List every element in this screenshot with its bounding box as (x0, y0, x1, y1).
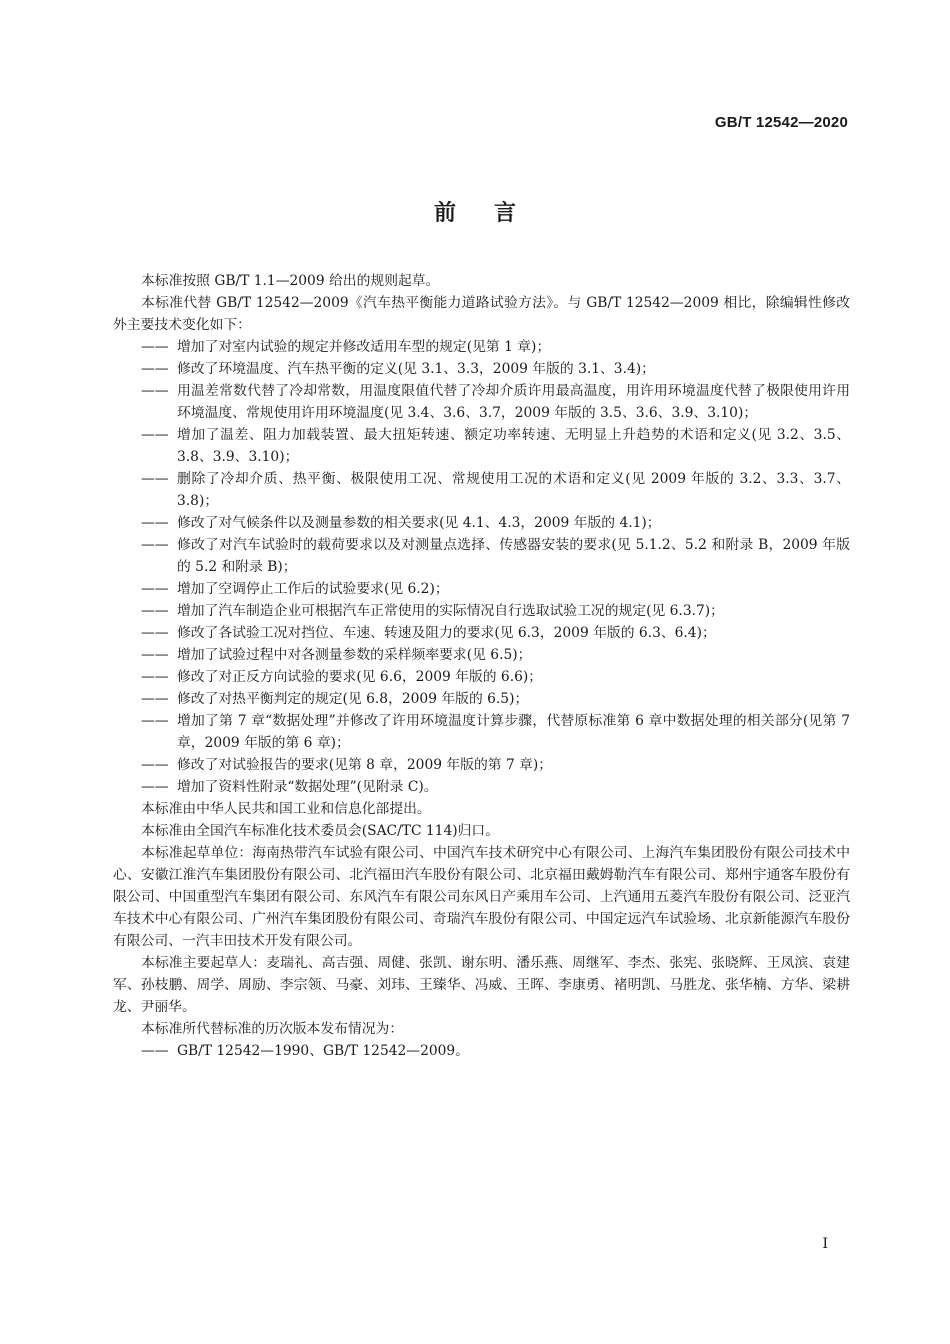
list-item (113, 358, 850, 380)
paragraph-drafting-rules: 本标准按照 GB/T 1.1—2009 给出的规则起草。 (141, 273, 440, 289)
dash-mark: —— (141, 515, 169, 531)
paragraph-history-intro: 本标准所代替标准的历次版本发布情况为： (141, 1021, 404, 1037)
paragraph-replacement: 本标准代替 GB/T 12542—2009《汽车热平衡能力道路试验方法》。与 GB/T 12542—2009 相比，除编辑性修改外主要技术变化如下： (113, 295, 850, 333)
list-item (113, 578, 850, 600)
dash-mark: —— (141, 339, 169, 355)
history-item (113, 1040, 850, 1062)
dash-mark: —— (141, 537, 169, 553)
dash-mark: —— (141, 625, 169, 641)
list-item-text: 增加了温差、阻力加载装置、最大扭矩转速、额定功率转速、无明显上升趋势的术语和定义(见 3.2、3.5、3.8、3.9、3.10)； (177, 427, 850, 465)
list-item-text: 增加了资料性附录“数据处理”(见附录 C)。 (177, 779, 438, 795)
dash-mark: —— (141, 757, 169, 773)
list-item-text: 修改了对汽车试验时的载荷要求以及对测量点选择、传感器安装的要求(见 5.1.2、5.2 和附录 B，2009 年版的 5.2 和附录 B)； (177, 537, 850, 575)
dash-mark: —— (141, 427, 169, 443)
list-item-text: 增加了空调停止工作后的试验要求(见 6.2)； (177, 581, 449, 597)
list-item-text: 删除了冷却介质、热平衡、极限使用工况、常规使用工况的术语和定义(见 2009 年版的 3.2、3.3、3.7、3.8)； (177, 471, 850, 509)
list-item (113, 600, 850, 622)
paragraph-drafters: 本标准主要起草人：麦瑞礼、高吉强、周健、张凯、谢东明、潘乐燕、周继军、李杰、张宪、张晓辉、王凤滨、袁建军、孙枝鹏、周学、周励、李宗领、马豪、刘玮、王臻华、冯威、王晖、李康勇、褚明凯、马胜龙、张华楠、方华、梁耕龙、尹丽华。 (113, 955, 850, 1015)
list-item (113, 380, 850, 424)
list-item (113, 776, 850, 798)
dash-mark: —— (141, 361, 169, 377)
list-item-text: 增加了第 7 章“数据处理”并修改了许用环境温度计算步骤，代替原标准第 6 章中数据处理的相关部分(见第 7 章，2009 年版的第 6 章)； (177, 713, 850, 751)
standard-code: GB/T 12542—2020 (714, 114, 848, 131)
page-number: I (822, 1236, 828, 1252)
dash-mark: —— (141, 779, 169, 795)
list-item (113, 512, 850, 534)
list-item-text: 修改了对气候条件以及测量参数的相关要求(见 4.1、4.3，2009 年版的 4.1)； (177, 515, 661, 531)
dash-mark: —— (141, 581, 169, 597)
list-item (113, 622, 850, 644)
list-item (113, 710, 850, 754)
list-item-text: 修改了环境温度、汽车热平衡的定义(见 3.1、3.3，2009 年版的 3.1、3.4)； (177, 361, 655, 377)
list-item (113, 644, 850, 666)
list-item (113, 424, 850, 468)
list-item (113, 754, 850, 776)
list-item-text: 增加了试验过程中对各测量参数的采样频率要求(见 6.5)； (177, 647, 532, 663)
dash-mark: —— (141, 1043, 169, 1059)
changes-list (113, 336, 850, 798)
document-body (113, 270, 850, 1062)
dash-mark: —— (141, 471, 169, 487)
page-title: 前言 (433, 201, 554, 226)
paragraph-committee: 本标准由全国汽车标准化技术委员会(SAC/TC 114)归口。 (141, 823, 500, 839)
list-item-text: 修改了对正反方向试验的要求(见 6.6，2009 年版的 6.6)； (177, 669, 543, 685)
list-item-text: 修改了各试验工况对挡位、车速、转速及阻力的要求(见 6.3，2009 年版的 6.3、6.4)； (177, 625, 716, 641)
list-item-text: 增加了汽车制造企业可根据汽车正常使用的实际情况自行选取试验工况的规定(见 6.3.7)； (177, 603, 724, 619)
list-item (113, 534, 850, 578)
paragraph-proposer: 本标准由中华人民共和国工业和信息化部提出。 (141, 801, 431, 817)
list-item (113, 666, 850, 688)
list-item-text: 增加了对室内试验的规定并修改适用车型的规定(见第 1 章)； (177, 339, 551, 355)
dash-mark: —— (141, 383, 169, 399)
list-item (113, 336, 850, 358)
list-item (113, 688, 850, 710)
dash-mark: —— (141, 603, 169, 619)
dash-mark: —— (141, 669, 169, 685)
list-item (113, 468, 850, 512)
dash-mark: —— (141, 647, 169, 663)
list-item-text: 用温差常数代替了冷却常数，用温度限值代替了冷却介质许用最高温度，用许用环境温度代替了极限使用许用环境温度、常规使用许用环境温度(见 3.4、3.6、3.7，2009 年版的 3.5、3.6、3.9、3.10)； (177, 383, 850, 421)
dash-mark: —— (141, 691, 169, 707)
list-item-text: 修改了对热平衡判定的规定(见 6.8，2009 年版的 6.5)； (177, 691, 529, 707)
paragraph-drafting-units: 本标准起草单位：海南热带汽车试验有限公司、中国汽车技术研究中心有限公司、上海汽车集团股份有限公司技术中心、安徽江淮汽车集团股份有限公司、北汽福田汽车股份有限公司、北京福田戴姆勒汽车有限公司、郑州宇通客车股份有限公司、中国重型汽车集团有限公司、东风汽车有限公司东风日产乘用车公司、上汽通用五菱汽车股份有限公司、泛亚汽车技术中心有限公司、广州汽车集团股份有限公司、奇瑞汽车股份有限公司、中国定远汽车试验场、北京新能源汽车股份有限公司、一汽丰田技术开发有限公司。 (113, 845, 850, 949)
list-item-text: 修改了对试验报告的要求(见第 8 章，2009 年版的第 7 章)； (177, 757, 553, 773)
dash-mark: —— (141, 713, 169, 729)
history-item-text: GB/T 12542—1990、GB/T 12542—2009。 (177, 1043, 469, 1059)
